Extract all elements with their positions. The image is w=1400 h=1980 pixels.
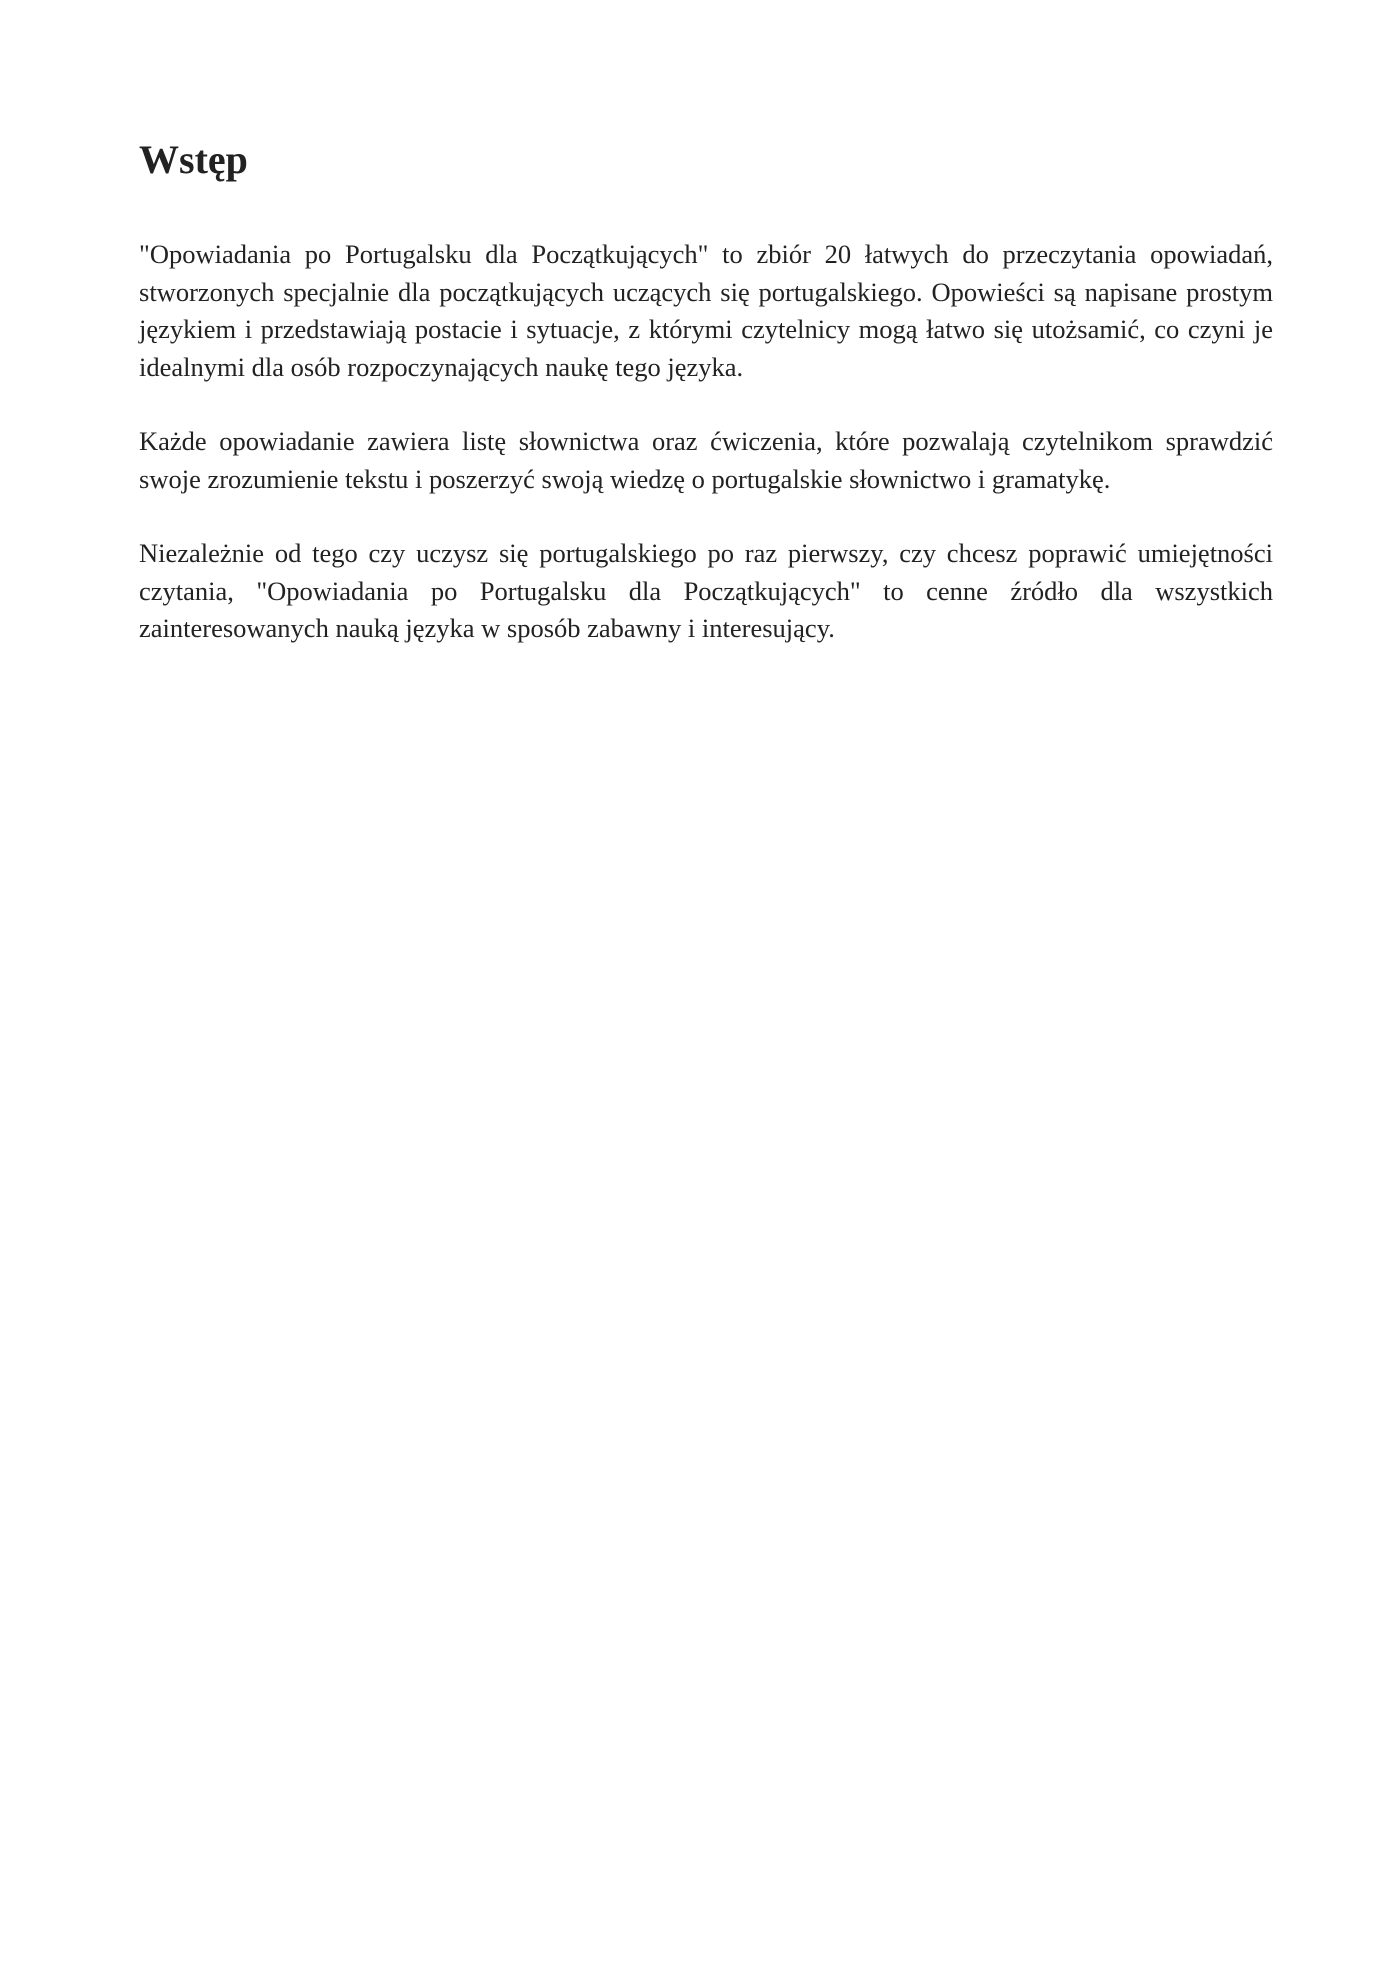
- vocabulary-paragraph: Każde opowiadanie zawiera listę słownictwa oraz ćwiczenia, które pozwalają czytelnikom sprawdzić swoje zrozumienie tekstu i poszerzyć swoją wiedzę o portugalskie słownictwo i gramatykę.: [139, 426, 1273, 494]
- page-content: [139, 132, 1273, 685]
- section-heading: Wstęp: [139, 137, 248, 182]
- intro-paragraph: "Opowiadania po Portugalsku dla Początkujących" to zbiór 20 łatwych do przeczytania opowiadań, stworzonych specjalnie dla początkujących uczących się portugalskiego. Opowieści są napisane prostym językiem i przedstawiają postacie i sytuacje, z którymi czytelnicy mogą łatwo się utożsamić, co czyni je idealnymi dla osób rozpoczynających naukę tego języka.: [139, 239, 1273, 382]
- closing-paragraph: Niezależnie od tego czy uczysz się portugalskiego po raz pierwszy, czy chcesz poprawić umiejętności czytania, "Opowiadania po Portugalsku dla Początkujących" to cenne źródło dla wszystkich zainteresowanych nauką języka w sposób zabawny i interesujący.: [139, 538, 1273, 643]
